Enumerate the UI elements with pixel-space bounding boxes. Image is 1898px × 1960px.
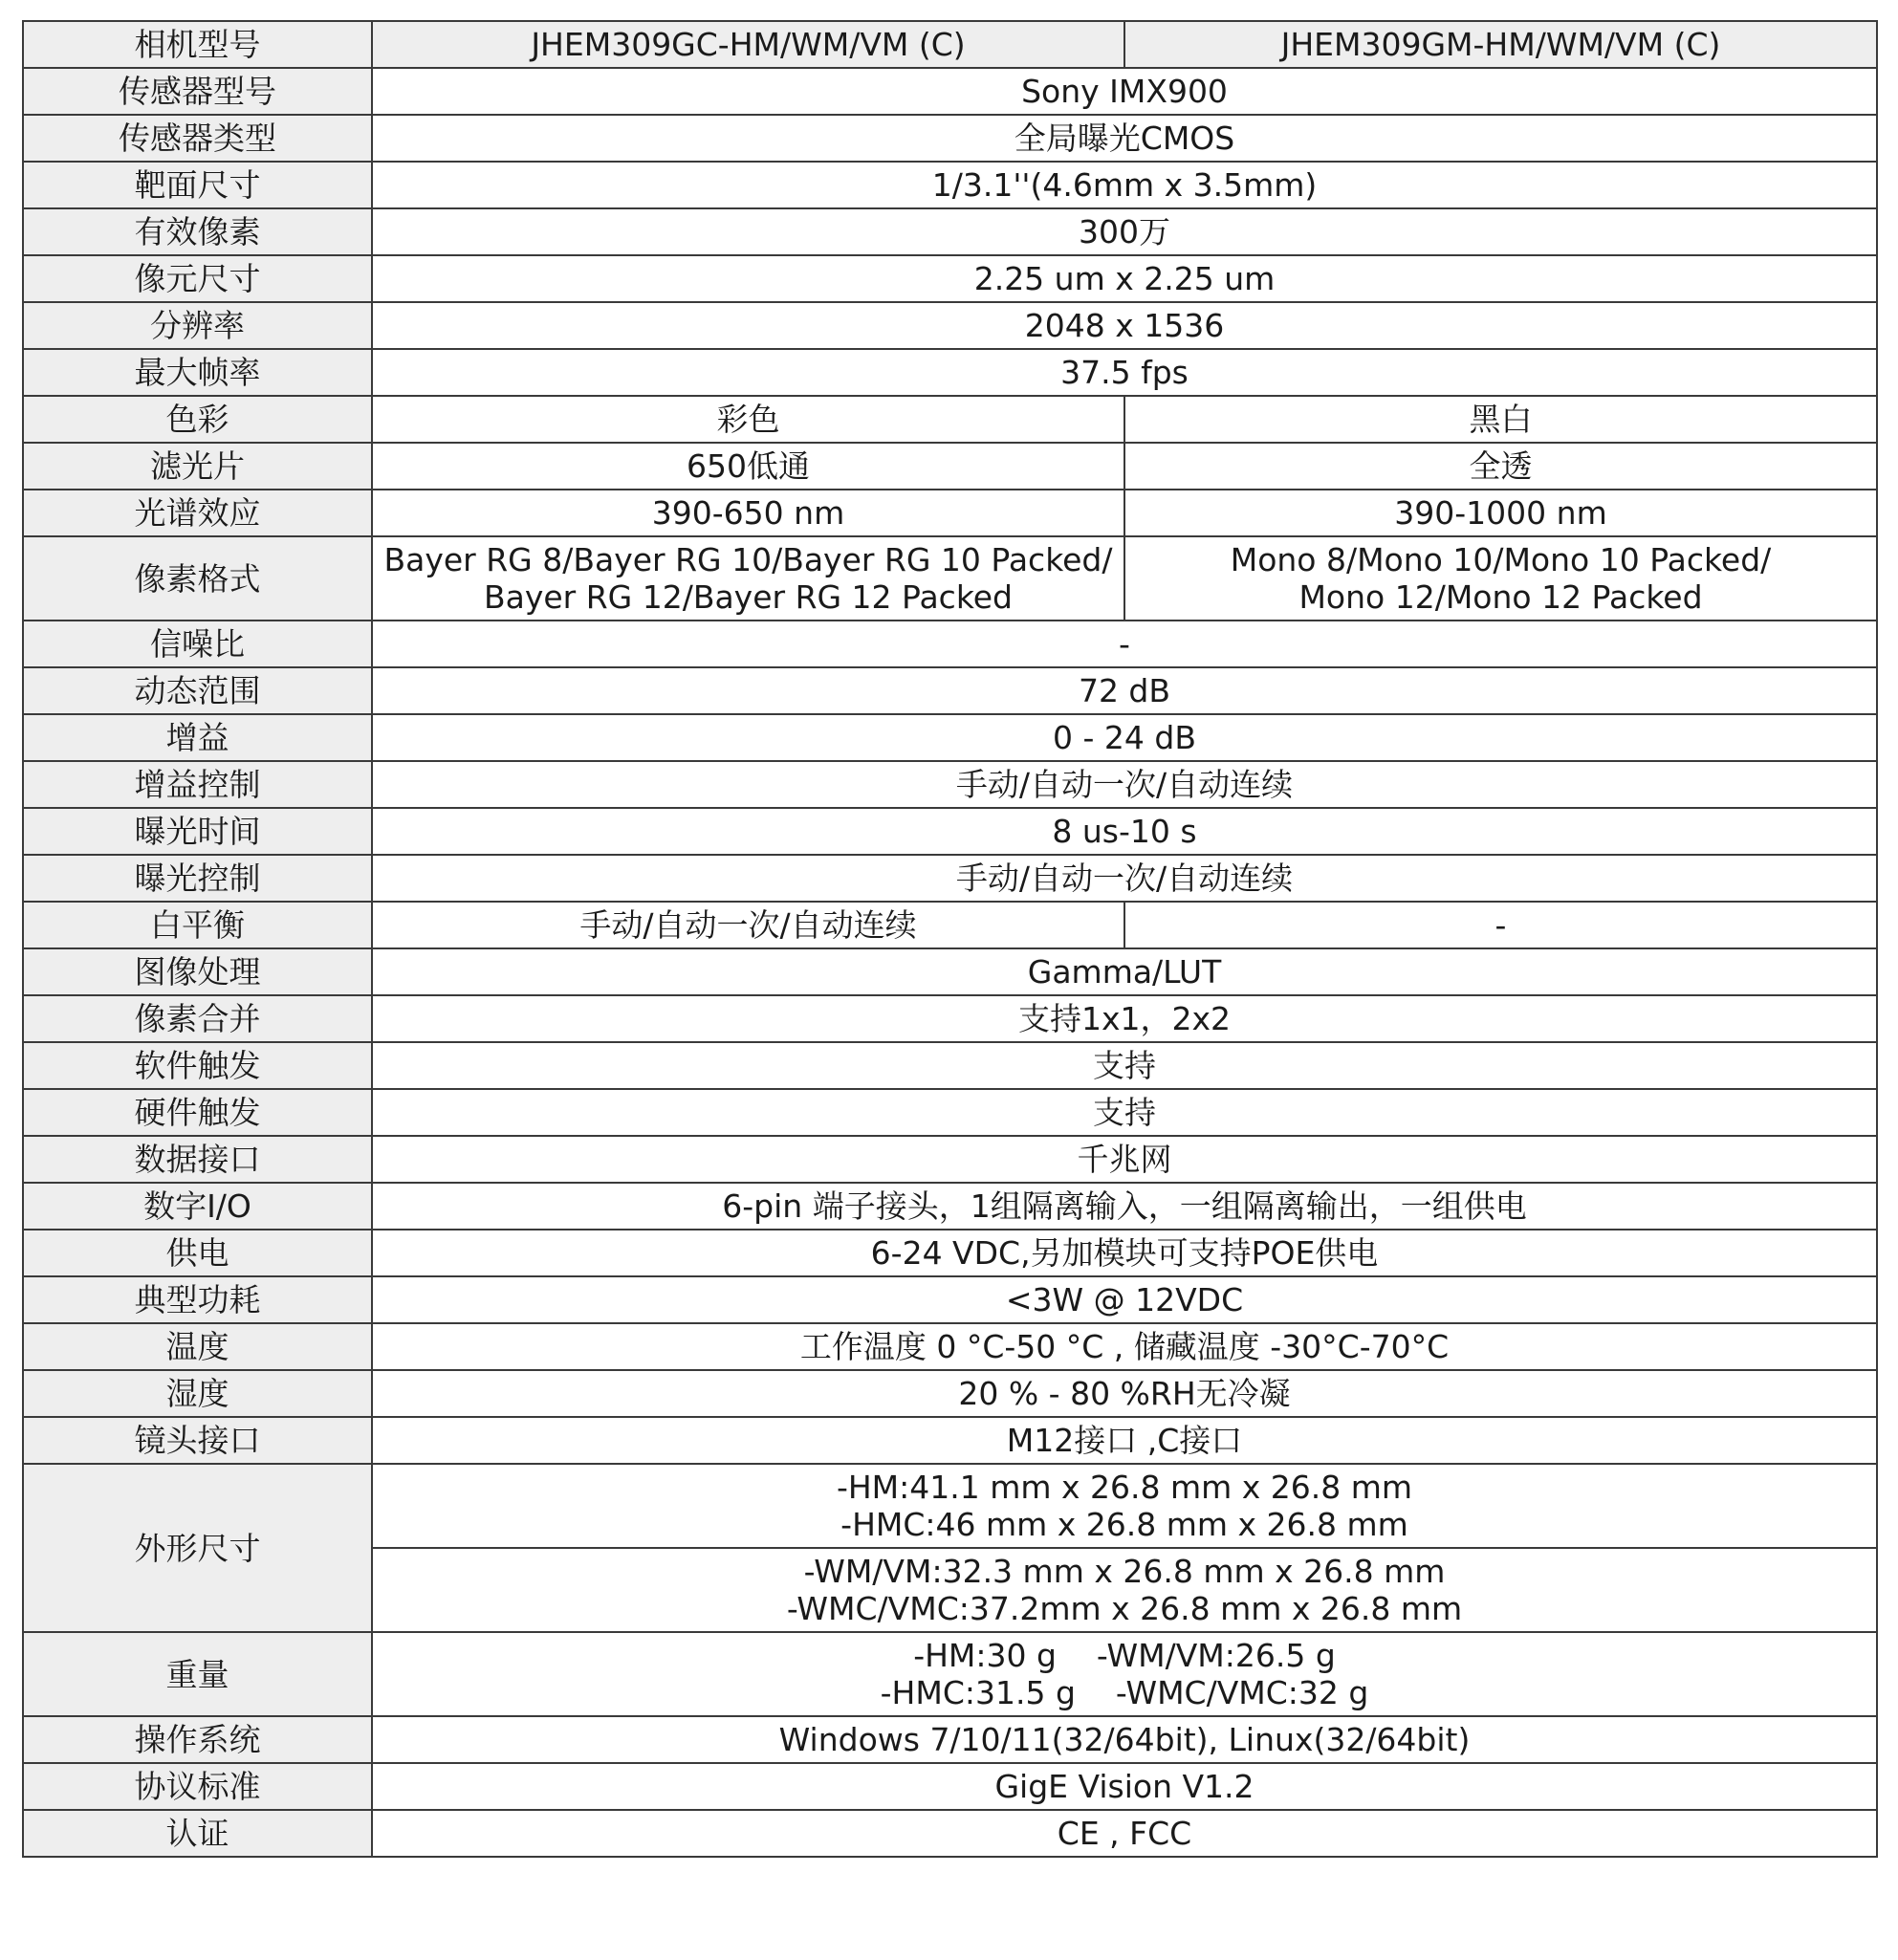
- spec-row: [23, 855, 1877, 902]
- row-label: 软件触发: [23, 1042, 372, 1089]
- row-value: 手动/自动一次/自动连续: [372, 761, 1877, 808]
- row-value: 全透: [1124, 443, 1877, 490]
- row-value: 300万: [372, 208, 1877, 255]
- header-label: 相机型号: [23, 21, 372, 68]
- spec-row: [23, 902, 1877, 948]
- spec-row: [23, 162, 1877, 208]
- row-label: 典型功耗: [23, 1276, 372, 1323]
- row-label: 色彩: [23, 396, 372, 443]
- row-value: 2.25 um x 2.25 um: [372, 255, 1877, 302]
- row-value: 全局曝光CMOS: [372, 115, 1877, 162]
- row-label: 曝光时间: [23, 808, 372, 855]
- cell-line: Bayer RG 12/Bayer RG 12 Packed: [483, 578, 1014, 616]
- spec-table-body: [23, 21, 1877, 1857]
- spec-row: [23, 995, 1877, 1042]
- spec-row: [23, 349, 1877, 396]
- row-label: 最大帧率: [23, 349, 372, 396]
- spec-row: [23, 1089, 1877, 1136]
- header-row: [23, 21, 1877, 68]
- row-value: 彩色: [372, 396, 1124, 443]
- model-color: JHEM309GC-HM/WM/VM (C): [372, 21, 1124, 68]
- row-value: 37.5 fps: [372, 349, 1877, 396]
- cell-line: -WMC/VMC:37.2mm x 26.8 mm x 26.8 mm: [786, 1590, 1463, 1627]
- row-value: -: [1124, 902, 1877, 948]
- row-label: 操作系统: [23, 1716, 372, 1763]
- row-label: 温度: [23, 1323, 372, 1370]
- row-label: 光谱效应: [23, 490, 372, 536]
- spec-row: [23, 490, 1877, 536]
- spec-row: [23, 1417, 1877, 1464]
- row-label: 动态范围: [23, 667, 372, 714]
- row-value: 390-650 nm: [372, 490, 1124, 536]
- row-value: 8 us-10 s: [372, 808, 1877, 855]
- row-value: 手动/自动一次/自动连续: [372, 855, 1877, 902]
- row-value: -: [372, 621, 1877, 667]
- model-mono: JHEM309GM-HM/WM/VM (C): [1124, 21, 1877, 68]
- row-value: 72 dB: [372, 667, 1877, 714]
- spec-row: [23, 208, 1877, 255]
- row-value: 支持1x1，2x2: [372, 995, 1877, 1042]
- row-label: 图像处理: [23, 948, 372, 995]
- row-value: 2048 x 1536: [372, 302, 1877, 349]
- row-label: 供电: [23, 1230, 372, 1276]
- row-value: GigE Vision V1.2: [372, 1763, 1877, 1810]
- dimensions-value: [372, 1548, 1877, 1632]
- spec-row: [23, 1323, 1877, 1370]
- row-value: 千兆网: [372, 1136, 1877, 1183]
- spec-row: [23, 714, 1877, 761]
- row-value: 20 % - 80 %RH无冷凝: [372, 1370, 1877, 1417]
- row-value: 650低通: [372, 443, 1124, 490]
- row-value: 6-24 VDC,另加模块可支持POE供电: [372, 1230, 1877, 1276]
- row-value: 390-1000 nm: [1124, 490, 1877, 536]
- spec-row: [23, 1276, 1877, 1323]
- row-value: M12接口 ,C接口: [372, 1417, 1877, 1464]
- spec-row: [23, 948, 1877, 995]
- spec-row: [23, 1230, 1877, 1276]
- row-label: 有效像素: [23, 208, 372, 255]
- row-value: 6-pin 端子接头，1组隔离输入，一组隔离输出，一组供电: [372, 1183, 1877, 1230]
- row-label: 数据接口: [23, 1136, 372, 1183]
- row-label: 信噪比: [23, 621, 372, 667]
- row-label: 镜头接口: [23, 1417, 372, 1464]
- spec-row: [23, 536, 1877, 621]
- cell-line: Mono 12/Mono 12 Packed: [1298, 578, 1703, 616]
- row-label: 硬件触发: [23, 1089, 372, 1136]
- spec-row: [23, 1716, 1877, 1763]
- row-value: [372, 536, 1124, 621]
- weight-value: [372, 1632, 1877, 1716]
- row-label: 白平衡: [23, 902, 372, 948]
- row-value: [1124, 536, 1877, 621]
- row-label: 像元尺寸: [23, 255, 372, 302]
- dimensions-value: [372, 1464, 1877, 1548]
- row-label: 数字I/O: [23, 1183, 372, 1230]
- spec-row: [23, 1763, 1877, 1810]
- cell-line: -HM:30 g -WM/VM:26.5 g: [913, 1637, 1336, 1674]
- dimensions-label: 外形尺寸: [23, 1464, 372, 1632]
- row-label: 分辨率: [23, 302, 372, 349]
- spec-row: [23, 1136, 1877, 1183]
- row-label: 传感器类型: [23, 115, 372, 162]
- row-value: Sony IMX900: [372, 68, 1877, 115]
- cell-line: -HMC:46 mm x 26.8 mm x 26.8 mm: [840, 1506, 1408, 1543]
- spec-row: [23, 761, 1877, 808]
- dimensions-row: [23, 1464, 1877, 1548]
- spec-table: [22, 20, 1878, 1858]
- spec-row: [23, 255, 1877, 302]
- spec-row: [23, 667, 1877, 714]
- row-value: 0 - 24 dB: [372, 714, 1877, 761]
- row-value: CE , FCC: [372, 1810, 1877, 1857]
- row-value: 支持: [372, 1042, 1877, 1089]
- cell-line: -HM:41.1 mm x 26.8 mm x 26.8 mm: [836, 1469, 1413, 1506]
- row-value: 手动/自动一次/自动连续: [372, 902, 1124, 948]
- row-label: 像素合并: [23, 995, 372, 1042]
- cell-line: -HMC:31.5 g -WMC/VMC:32 g: [880, 1674, 1369, 1711]
- spec-row: [23, 68, 1877, 115]
- row-label: 像素格式: [23, 536, 372, 621]
- row-label: 滤光片: [23, 443, 372, 490]
- weight-row: [23, 1632, 1877, 1716]
- row-label: 增益控制: [23, 761, 372, 808]
- row-label: 传感器型号: [23, 68, 372, 115]
- row-label: 湿度: [23, 1370, 372, 1417]
- row-value: 支持: [372, 1089, 1877, 1136]
- row-value: Windows 7/10/11(32/64bit), Linux(32/64bit): [372, 1716, 1877, 1763]
- spec-row: [23, 115, 1877, 162]
- spec-row: [23, 1810, 1877, 1857]
- row-label: 增益: [23, 714, 372, 761]
- cell-line: Mono 8/Mono 10/Mono 10 Packed/: [1230, 541, 1772, 578]
- spec-row: [23, 1042, 1877, 1089]
- row-value: <3W @ 12VDC: [372, 1276, 1877, 1323]
- row-value: Gamma/LUT: [372, 948, 1877, 995]
- spec-row: [23, 443, 1877, 490]
- row-label: 靶面尺寸: [23, 162, 372, 208]
- row-value: 工作温度 0 °C-50 °C , 储藏温度 -30°C-70°C: [372, 1323, 1877, 1370]
- row-value: 1/3.1''(4.6mm x 3.5mm): [372, 162, 1877, 208]
- row-value: 黑白: [1124, 396, 1877, 443]
- row-label: 协议标准: [23, 1763, 372, 1810]
- spec-row: [23, 808, 1877, 855]
- cell-line: Bayer RG 8/Bayer RG 10/Bayer RG 10 Packed/: [383, 541, 1113, 578]
- spec-row: [23, 621, 1877, 667]
- spec-row: [23, 1370, 1877, 1417]
- row-label: 曝光控制: [23, 855, 372, 902]
- cell-line: -WM/VM:32.3 mm x 26.8 mm x 26.8 mm: [803, 1553, 1446, 1590]
- row-label: 认证: [23, 1810, 372, 1857]
- weight-label: 重量: [23, 1632, 372, 1716]
- spec-row: [23, 302, 1877, 349]
- spec-row: [23, 396, 1877, 443]
- spec-row: [23, 1183, 1877, 1230]
